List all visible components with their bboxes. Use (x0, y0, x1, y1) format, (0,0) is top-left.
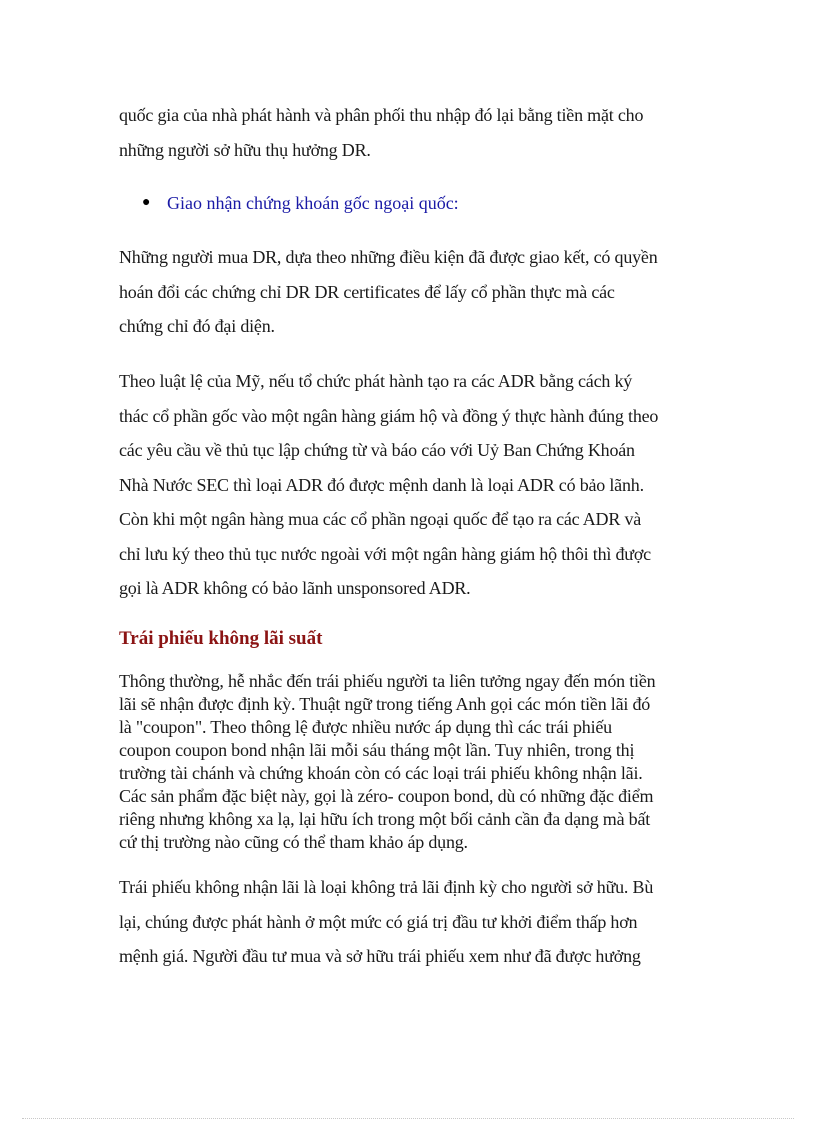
paragraph-coupon-intro: Thông thường, hễ nhắc đến trái phiếu người ta liên tưởng ngay đến món tiền lãi sẽ nhận được định kỳ. Thuật ngữ trong tiếng Anh gọi các món tiền lãi đó là "coupon". Theo thông lệ được nhiều nước áp dụng thì các trái phiếu coupon coupon bond nhận lãi mỗi sáu tháng một lần. Tuy nhiên, trong thị trường tài chánh và chứng khoán còn có các loại trái phiếu không nhận lãi. Các sản phẩm đặc biệt này, gọi là zéro- coupon bond, dù có những đặc điểm riêng nhưng không xa lạ, lại hữu ích trong một bối cảnh cần đa dạng mà bất cứ thị trường nào cũng có thể tham khảo áp dụng. (119, 671, 656, 852)
section-heading-zero-coupon: Trái phiếu không lãi suất (119, 628, 323, 649)
paragraph-zero-coupon-desc: Trái phiếu không nhận lãi là loại không trả lãi định kỳ cho người sở hữu. Bù lại, chúng được phát hành ở một mức có giá trị đầu tư khởi điểm thấp hơn mệnh giá. Người đầu tư mua và sở hữu trái phiếu xem như đã được hưởng (119, 877, 654, 966)
bullet-dot-icon: ● (142, 195, 151, 210)
bullet-list-item (142, 190, 459, 216)
paragraph-dr-exchange: Những người mua DR, dựa theo những điều kiện đã được giao kết, có quyền hoán đổi các chứng chỉ DR DR certificates để lấy cổ phần thực mà các chứng chỉ đó đại diện. (119, 247, 658, 336)
paragraph-us-rules: Theo luật lệ của Mỹ, nếu tổ chức phát hành tạo ra các ADR bằng cách ký thác cổ phần gốc vào một ngân hàng giám hộ và đồng ý thực hành đúng theo các yêu cầu về thủ tục lập chứng từ và báo cáo với Uỷ Ban Chứng Khoán Nhà Nước SEC thì loại ADR đó được mệnh danh là loại ADR có bảo lãnh. Còn khi một ngân hàng mua các cổ phần ngoại quốc để tạo ra các ADR và chỉ lưu ký theo thủ tục nước ngoài với một ngân hàng giám hộ thôi thì được gọi là ADR không có bảo lãnh unsponsored ADR. (119, 371, 659, 598)
paragraph-dr-income: quốc gia của nhà phát hành và phân phối thu nhập đó lại bằng tiền mặt cho những người sở hữu thụ hưởng DR. (119, 105, 644, 160)
page-bottom-divider (22, 1118, 794, 1119)
bullet-heading-delivery: Giao nhận chứng khoán gốc ngoại quốc: (167, 193, 459, 213)
